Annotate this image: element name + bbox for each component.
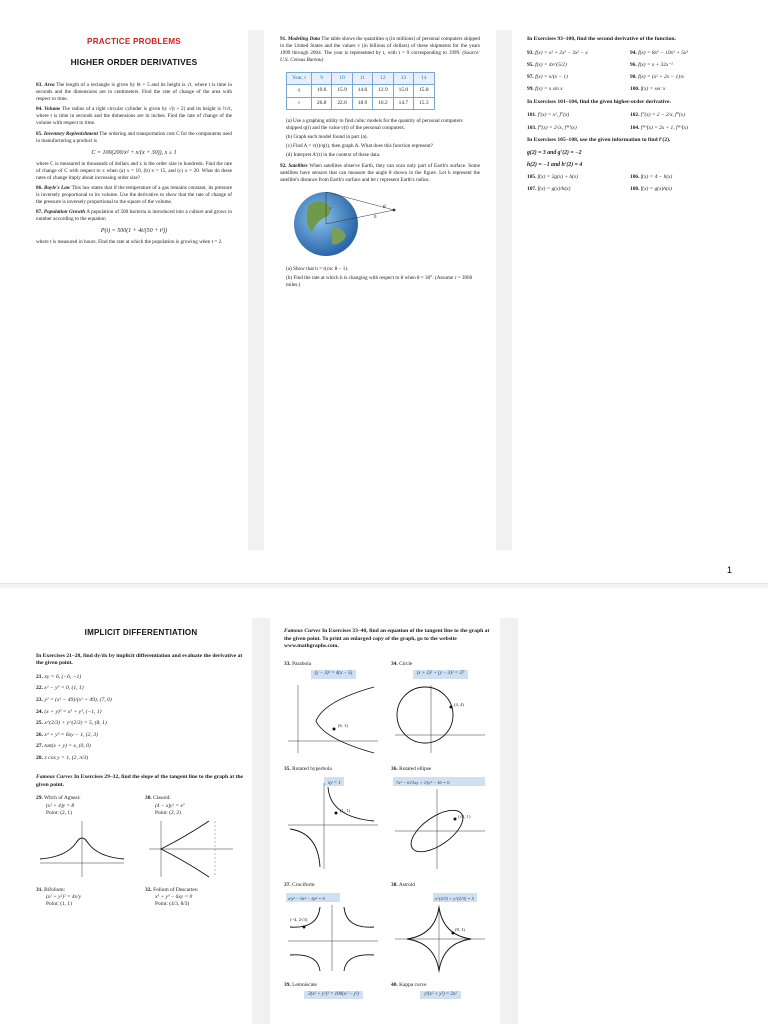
exercise-31: 31. Bifolium: (x² + y²)² = 4x²y Point: (1, 1) — [36, 886, 81, 908]
exercise-40: 40. Kappa curve y²(x² + y²) = 2x² — [391, 978, 490, 1000]
directions-29-32: Famous Curves In Exercises 29–32, find the slope of the tangent line to the graph at the given point. — [36, 774, 244, 788]
directions-101-104: In Exercises 101–104, find the given higher-order derivative. — [527, 98, 671, 105]
list-item: 99. f(x) = x sin x — [527, 86, 563, 93]
circle-graph — [391, 681, 487, 755]
problem-86: 86. Boyle's Law This law states that if the temperature of a gas remains constant, its pressure is inversely proportional to its volume. Use the derivative to show that the rate of change of the pressure is inversely proportional to the square of the volume. — [36, 184, 233, 205]
list-item: 100. f(x) = sec x — [630, 86, 666, 93]
exercise-36: 36. Rotated ellipse 7x² − 6√3xy + 13y² − 16 = 0 (√3, 1) — [391, 762, 490, 874]
equation-tab: 3(x² + y²)² = 100(x² − y²) — [304, 991, 363, 1000]
col-implicit — [36, 628, 246, 908]
exercise-38: 38. Astroid x^(2/3) + y^(2/3) = 5 (8, 1) — [391, 878, 490, 976]
column-strip — [248, 30, 264, 550]
list-item: 95. f(x) = 4x^(5/2) — [527, 61, 567, 68]
column-strip — [500, 618, 518, 1024]
exercise-37: 37. Cruciform x²y² − 9x² − 4y² = 0 (−4, 2√3) — [284, 878, 383, 976]
column-strip — [496, 30, 512, 550]
exercise-29: 29. Witch of Agnesi: (x² + 4)y = 8 Point: (2, 1) — [36, 795, 137, 882]
exercise-39: 39. Lemniscate 3(x² + y²)² = 100(x² − y²) — [284, 978, 383, 1000]
list-item: 101. f′(x) = x², f″(x) — [527, 112, 570, 119]
exercise-34: 34. Circle (x + 2)² + (y − 3)² = 37 (4, 4) — [391, 657, 490, 758]
directions-21-28: In Exercises 21–28, find dy/dx by implicit differentiation and evaluate the derivative at the given point. — [36, 652, 243, 667]
table-row: v 26.8 22.6 18.9 16.2 14.7 15.3 — [287, 97, 435, 109]
equation-label: 7x² − 6√3xy + 13y² − 16 = 0 — [396, 780, 450, 785]
parabola-graph — [284, 681, 380, 755]
directions-93-100: In Exercises 93–100, find the second derivative of the function. — [527, 36, 676, 42]
equation-label: xy = 1 — [328, 781, 341, 786]
part-92a: (a) Show that h = r(csc θ − 1). — [286, 266, 349, 273]
point-label: (8, 1) — [455, 927, 465, 933]
page-2 — [0, 588, 768, 1024]
exercises-39-40 — [284, 978, 490, 1000]
exercise-30: 30. Cissoid: (4 − x)y² = x³ Point: (2, 2) — [145, 795, 246, 882]
exercises-105-108 — [527, 174, 727, 194]
list-item: 105. f(x) = 2g(x) + h(x) — [527, 174, 578, 181]
satellite-point — [393, 209, 396, 212]
practice-problems-title: PRACTICE PROBLEMS — [87, 37, 181, 46]
exercises-29-30 — [36, 795, 246, 882]
h-label: h — [374, 215, 377, 221]
point-label: (√3, 1) — [458, 814, 471, 819]
population-formula: P(t) = 500(1 + 4t/(50 + t²)) — [100, 227, 168, 234]
given-g: g(2) = 3 and g′(2) = −2 — [527, 150, 582, 157]
point-label: (−4, 2√3) — [290, 917, 308, 923]
curve-path — [344, 955, 374, 971]
list-item: 26. x³ + y³ = 6xy − 1, (2, 3) — [36, 731, 98, 738]
curve-path — [344, 907, 374, 927]
r-label: r — [330, 207, 332, 213]
problem-83: 83. Area The length of a rectangle is given by 6t + 5 and its height is √t, where t is time in seconds and the dimensions are in centimeters. Find the rate of change of the area with respect to time. — [36, 82, 233, 103]
problem-87: 87. Population Growth A population of 500 bacteria is introduced into a culture and grows in number according to the equation P(t) = 500(1 + 4t/(50 + t²)) where t is measured in hours. Find the rate at which the population is growing when t = 2. — [36, 208, 233, 245]
curve-path — [290, 829, 320, 867]
exercises-37-38 — [284, 878, 490, 976]
witch-graph — [36, 817, 126, 879]
part-d: (d) Interpret A′(t) in the context of these data. — [286, 152, 381, 159]
directions-105-108: In Exercises 105–108, use the given information to find f′(2). — [527, 136, 671, 143]
equation-tab: (x + 2)² + (y − 3)² = 37 — [413, 670, 469, 679]
theta-label: θ — [383, 205, 386, 211]
directions-33-40: Famous Curves In Exercises 33–40, find an equation of the tangent line to the graph at the given point. To print an enlarged copy of the graph, go to the website www.mathgraphs.com. — [284, 628, 490, 650]
exercises-31-32 — [36, 887, 246, 909]
list-item: 93. f(x) = x² + 2x³ − 3x² − x — [527, 49, 588, 56]
list-item: 27. tan(x + y) = x, (0, 0) — [36, 743, 91, 750]
exercises-101-104 — [527, 112, 727, 132]
tangent-point — [303, 926, 306, 929]
list-item: 104. f⁽⁴⁾(x) = 2x + 1, f⁽⁶⁾(x) — [630, 124, 688, 131]
list-item: 103. f‴(x) = 2√x, f⁽⁴⁾(x) — [527, 124, 577, 131]
exercise-32: 32. Folium of Descartes: x³ + y³ − 6xy = 0 Point: (4/3, 8/3) — [145, 886, 199, 908]
list-item: 23. y² = (x² − 49)/(x² + 49), (7, 0) — [36, 696, 112, 703]
part-b: (b) Graph each model found in part (a). — [286, 133, 368, 140]
astroid-graph — [391, 889, 487, 973]
equation-label: x^(2/3) + y^(2/3) = 5 — [435, 896, 474, 902]
list-item: 25. x^(2/3) + y^(2/3) = 5, (8, 1) — [36, 720, 107, 727]
list-item: 97. f(x) = x/(x − 1) — [527, 74, 568, 81]
part-c: (c) Find A = v(t)/q(t), then graph A. What does this function represent? — [286, 143, 433, 149]
implicit-title: IMPLICIT DIFFERENTIATION — [84, 628, 198, 637]
point-label: (1, 1) — [340, 808, 350, 813]
cruciform-graph — [284, 889, 380, 973]
col-higher-order — [36, 36, 232, 249]
curve-path — [316, 687, 374, 753]
cost-formula: C = 100(200/x² + x/(x + 30)), x ≥ 1 — [91, 149, 177, 156]
tangent-point — [333, 727, 336, 730]
problem-85: 85. Inventory Replenishment The ordering and transportation cost C for the components used in manufacturing a product is C = 100(200/x² + x/(x + 30)), x ≥ 1 where C is measured in thousands of dollars and x is the order size in hundreds. Find the rate of change of C with respect to x when (a) x = 10, (b) x = 15, and (c) x = 20. What do these rates of change imply about increasing order size? — [36, 130, 232, 181]
tangent-point — [450, 705, 453, 708]
list-item: 106. f(x) = 4 − h(x) — [630, 174, 673, 181]
problem-91: 91. Modeling Data The table shows the quantities q (in millions) of personal computers shipped in the United States and the values v (in billions of dollars) of these shipments for the years 1999 through 2004. The year is represented by t, with t = 9 corresponding to 1999. (Source: U.S. Census Bureau) — [280, 36, 481, 64]
equation-label: x²y² − 9x² − 4y² = 0 — [288, 896, 325, 902]
list-item: 22. x² − y³ = 0, (1, 1) — [36, 685, 84, 692]
list-item: 108. f(x) = g(x)h(x) — [630, 186, 672, 193]
curve-path — [290, 955, 320, 971]
list-item: 98. f(x) = (x² + 2x − 1)/x — [630, 74, 684, 81]
exercises-35-36 — [284, 762, 490, 874]
point-label: (4, 4) — [454, 701, 464, 707]
table-row: q 19.6 15.9 14.6 12.9 15.0 15.8 — [287, 85, 435, 97]
given-h: h(2) = −1 and h′(2) = 4 — [527, 162, 583, 169]
list-item: 107. f(x) = g(x)/h(x) — [527, 186, 571, 193]
part-a: (a) Use a graphing utility to find cubic models for the quantity of personal computers shipped q(t) and the value v(t) of the personal computers. — [286, 117, 463, 131]
col-second-derivative — [527, 36, 727, 198]
part-92b: (b) Find the rate at which h is changing with respect to θ when θ = 30°. (Assume r = 3960 miles.) — [286, 275, 473, 289]
equation-tab: y²(x² + y²) = 2x² — [420, 991, 460, 1000]
problem-84: 84. Volume The radius of a right circular cylinder is given by √(t + 2) and its height is ½√t, where t is time in seconds and the dimensions are in inches. Find the rate of change of the volume with respect to time. — [36, 106, 232, 127]
column-strip — [252, 618, 270, 1024]
list-item: 94. f(x) = 8x⁶ − 10x⁵ + 5x³ — [630, 49, 688, 56]
curve-path — [397, 687, 453, 743]
curve-path — [328, 787, 374, 821]
point-label: (6, 1) — [338, 722, 348, 728]
satellite-figure — [290, 188, 400, 260]
list-item: 24. (x + y)³ = x³ + y³, (−1, 1) — [36, 708, 102, 715]
ellipse-graph — [391, 773, 487, 871]
tangent-point — [335, 812, 338, 815]
problem-92: 92. Satellites When satellites observe Earth, they can scan only part of Earth's surface. Some satellites have sensors that can measure the angle θ shown in the figure. Let h represent the satellite's distance from Earth's surface and let r represent Earth's radius. — [280, 163, 481, 184]
col-modeling — [280, 36, 480, 291]
page-number: 1 — [726, 565, 732, 575]
exercise-33: 33. Parabola (y − 3)² = 4(x − 5) (6, 1) — [284, 657, 383, 758]
exercises-33-34 — [284, 657, 490, 758]
list-item: 96. f(x) = x + 32x⁻² — [630, 61, 673, 68]
col-famous-curves — [284, 628, 490, 1000]
table-header-row: Year, t 9 10 11 12 13 14 — [287, 73, 435, 85]
exercises-93-100 — [527, 50, 727, 94]
equation-tab: (y − 3)² = 4(x − 5) — [311, 670, 357, 679]
exercise-35: 35. Rotated hyperbola xy = 1 (1, 1) — [284, 762, 383, 874]
list-item: 28. x cos y = 1, (2, π/3) — [36, 754, 89, 761]
cissoid-graph — [145, 817, 235, 879]
hyperbola-graph — [284, 773, 380, 871]
list-item: 21. xy = 6, (−6, −1) — [36, 673, 82, 680]
tangent-point — [454, 818, 457, 821]
list-item: 102. f″(x) = 2 − 2/x, f‴(x) — [630, 112, 685, 119]
higher-order-subtitle: HIGHER ORDER DERIVATIVES — [70, 57, 198, 68]
shipments-table — [286, 72, 435, 110]
